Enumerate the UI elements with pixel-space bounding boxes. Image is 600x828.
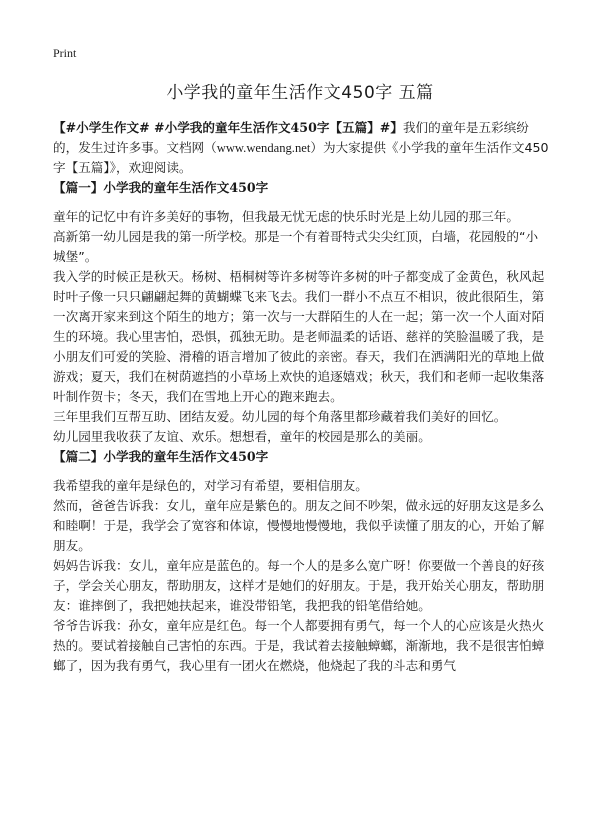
paragraph: 童年的记忆中有许多美好的事物，但我最无忧无虑的快乐时光是上幼儿园的那三年。 xyxy=(53,209,519,224)
document-body xyxy=(53,118,549,676)
paragraph: 幼儿园里我收获了友谊、欢乐。想想看，童年的校园是那么的美丽。 xyxy=(53,429,431,444)
paragraph: 我入学的时候正是秋天。杨树、梧桐树等许多树等许多树的叶子都变成了金黄色，秋风起时叶子像一只只翩翩起舞的黄蝴蝶飞来飞去。我们一群小不点互不相识，彼此很陌生，第一次离开家来到这个陌生的地方；第一次与一大群陌生的人在一起；第一次一个人面对陌生的环境。我心里害怕，恐惧，孤独无助。是老师温柔的话语、慈祥的笑脸温暖了我，是小朋友们可爱的笑脸、滑稽的语言增加了彼此的亲密。春天，我们在洒满阳光的草地上做游戏；夏天，我们在树荫遮挡的小草场上欢快的追逐嬉戏；秋天，我们和老师一起收集落叶制作贺卡；冬天，我们在雪地上开心的跑来跑去。 xyxy=(53,269,545,404)
section-heading: 【篇一】小学我的童年生活作文450字 xyxy=(53,180,269,195)
intro-text: 我们的童年是五彩缤纷的，发生过许多事。文档网（ xyxy=(53,120,529,155)
paragraph: 然而，爸爸告诉我：女儿，童年应是紫色的。朋友之间不吵架，做永远的好朋友这是多么和睦啊！于是，我学会了宽容和体谅，慢慢地慢慢地，我似乎读懂了朋友的心，开始了解朋友。 xyxy=(53,498,545,553)
paragraph: 高新第一幼儿园是我的第一所学校。那是一个有着哥特式尖尖红顶，白墙，花园般的“小城堡”。 xyxy=(53,229,539,264)
paragraph: 爷爷告诉我：孙女，童年应是红色。每一个人都要拥有勇气，每一个人的心应该是火热火热的。要试着接触自己害怕的东西。于是，我试着去接触蟑螂，渐渐地，我不是很害怕蟑螂了，因为我有勇气，我心里有一团火在燃烧，他烧起了我的斗志和勇气 xyxy=(53,618,545,673)
document-title: 小学我的童年生活作文450字 五篇 xyxy=(166,83,434,103)
intro-text-2: ）为大家提供《小学我的童年生活作文450字【五篇】》，欢迎阅读。 xyxy=(53,140,549,175)
paragraph: 三年里我们互帮互助、团结友爱。幼儿园的每个角落里都珍藏着我们美好的回忆。 xyxy=(53,409,507,424)
intro-paragraph xyxy=(53,118,549,178)
print-label: Print xyxy=(53,46,77,60)
paragraph: 妈妈告诉我：女儿，童年应是蓝色的。每一个人的是多么宽广呀！你要做一个善良的好孩子，学会关心朋友，帮助朋友，这样才是她们的好朋友。于是，我开始关心朋友，帮助朋友：谁摔倒了，我把她扶起来，谁没带铅笔，我把我的铅笔借给她。 xyxy=(53,558,545,613)
section-heading: 【篇二】小学我的童年生活作文450字 xyxy=(53,449,269,464)
intro-bold-tag: 【#小学生作文# #小学我的童年生活作文450字【五篇】#】 xyxy=(53,120,403,135)
paragraph: 我希望我的童年是绿色的，对学习有希望，要相信朋友。 xyxy=(53,478,368,493)
intro-url: www.wendang.net xyxy=(216,141,311,155)
